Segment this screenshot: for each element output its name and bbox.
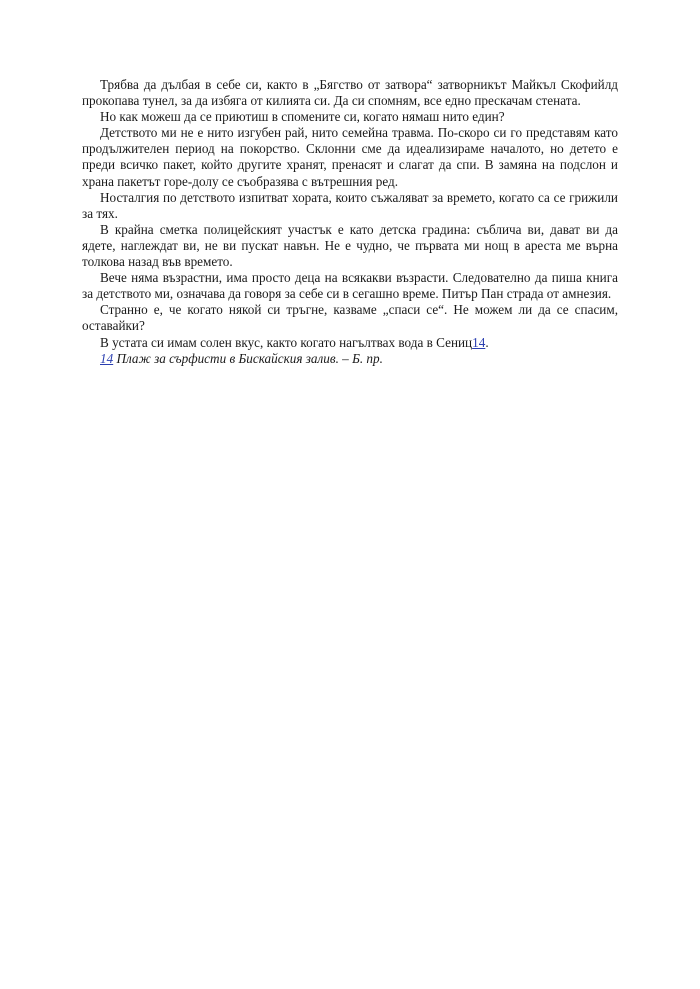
footnote [82,351,618,367]
paragraph-2: Но как можеш да се приютиш в спомените си, когато нямаш нито един? [100,109,505,125]
document-page [82,77,618,367]
footnote-text: Плаж за сърфисти в Бискайския залив. – Б. пр. [113,350,383,366]
paragraph-1: Трябва да дълбая в себе си, както в „Бягство от затвора“ затворникът Майкъл Скофийлд прокопава тунел, за да избяга от килията си. Да си спомням, все едно прескачам стената. [82,77,618,109]
paragraph-4: Носталгия по детството изпитват хората, които съжаляват за времето, когато са се грижили за тях. [82,189,618,221]
footnote-reference-link[interactable]: 14 [472,334,486,350]
paragraph-6: Вече няма възрастни, има просто деца на всякакви възрасти. Следователно да пиша книга за детството ми, означава да говоря за себе си в сегашно време. Питър Пан страда от амнезия. [82,270,618,302]
paragraph-3: Детството ми не е нито изгубен рай, нито семейна травма. По-скоро си го представям като продължителен период на покорство. Склонни сме да идеализираме началото, но детето е преди всичко пакет, който другите хранят, пренасят и слагат да спи. В замяна на подслон и храна пакетът горе-долу се съобразява с вътрешния ред. [82,125,618,189]
paragraph-8 [82,335,618,351]
footnote-number-link[interactable]: 14 [100,350,114,366]
paragraph-5: В крайна сметка полицейският участък е като детска градина: съблича ви, дават ви да ядете, наглеждат ви, не ви пускат навън. Не е чудно, че първата ми нощ в ареста ме върна толкова назад във времето. [82,221,618,270]
paragraph-7: Странно е, че когато някой си тръгне, казваме „спаси се“. Не можем ли да се спасим, оставайки? [82,302,618,334]
paragraph-8-text: В устата си имам солен вкус, както когато нагълтвах вода в Сениц [100,334,473,350]
paragraph-8-end: . [485,334,489,350]
